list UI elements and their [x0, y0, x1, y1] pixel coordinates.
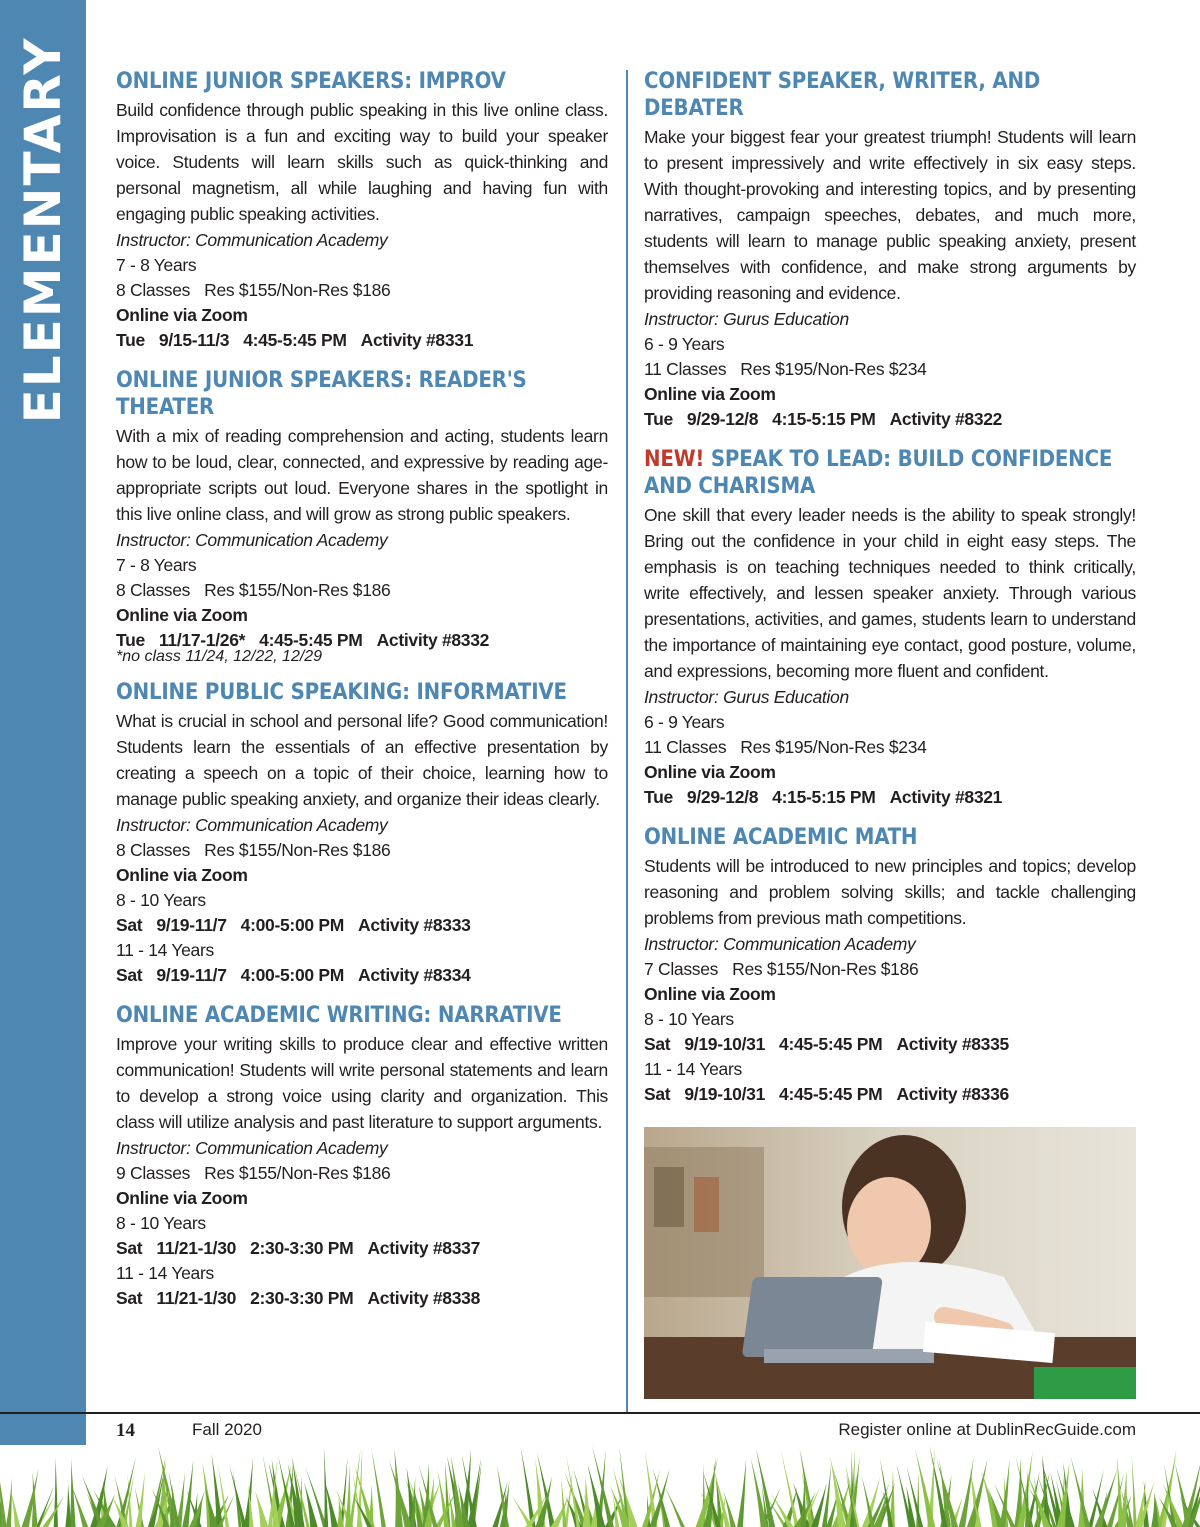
column-divider [626, 70, 628, 1412]
course-location: Online via Zoom [116, 1188, 248, 1208]
course-age: 6 - 9 Years [644, 712, 725, 732]
course-classes-price [116, 578, 608, 603]
activity-number: Activity #8332 [376, 630, 490, 650]
schedule-dates: 9/29-12/8 [686, 787, 759, 807]
course-classes: 9 Classes [116, 1163, 191, 1183]
activity-number: Activity #8335 [896, 1034, 1009, 1054]
course-schedule [116, 913, 608, 938]
schedule-time: 4:45-5:45 PM [259, 630, 363, 650]
course-description: With a mix of reading comprehension and acting, students learn how to be loud, clear, connected, and expressive by reading age-appropriate scripts out loud. Everyone shares in the spotlight in this live online class, and will grow as strong public speakers. [116, 426, 608, 524]
course-classes-price [116, 278, 608, 303]
course-location: Online via Zoom [116, 865, 248, 885]
activity-number: Activity #8333 [358, 915, 471, 935]
course-location: Online via Zoom [644, 384, 776, 404]
course-readers-theater [116, 367, 608, 665]
course-location: Online via Zoom [116, 605, 248, 625]
course-classes: 8 Classes [116, 840, 191, 860]
course-description: What is crucial in school and personal life? Good communication! Students learn the essentials of an effective presentation by creating a speech on a topic of their choice, learning how to manage public speaking anxiety, and organize their ideas clearly. [116, 711, 608, 809]
schedule-dates: 9/19-11/7 [156, 915, 227, 935]
course-description: Students will be introduced to new principles and topics; develop reasoning and problem solving skills; and tackle challenging problems from previous math competitions. [644, 856, 1136, 928]
session-age: 8 - 10 Years [116, 890, 206, 910]
course-title: ONLINE PUBLIC SPEAKING: INFORMATIVE [116, 680, 567, 705]
course-schedule [116, 328, 608, 353]
course-instructor: Instructor: Communication Academy [644, 934, 916, 954]
course-age: 7 - 8 Years [116, 555, 197, 575]
course-title: ONLINE JUNIOR SPEAKERS: IMPROV [116, 69, 506, 94]
course-confident-speaker [644, 68, 1136, 432]
schedule-day: Sat [116, 915, 143, 935]
schedule-dates: 11/21-1/30 [156, 1238, 237, 1258]
course-instructor: Instructor: Gurus Education [644, 687, 849, 707]
course-title: ONLINE JUNIOR SPEAKERS: READER'S THEATER [116, 368, 527, 420]
course-schedule [644, 1082, 1136, 1107]
schedule-time: 4:00-5:00 PM [240, 915, 345, 935]
schedule-dates: 9/19-10/31 [684, 1034, 766, 1054]
course-age: 7 - 8 Years [116, 255, 197, 275]
page-number: 14 [116, 1420, 135, 1441]
course-description: Improve your writing skills to produce clear and effective written communication! Students will write personal statements and learn to develop a strong voice using clarity and organization. This class will utilize analysis and past literature to support arguments. [116, 1034, 608, 1132]
activity-number: Activity #8337 [367, 1238, 481, 1258]
course-classes: 11 Classes [644, 737, 727, 757]
footer-register-link[interactable]: Register online at DublinRecGuide.com [838, 1420, 1136, 1439]
course-title: ONLINE ACADEMIC WRITING: NARRATIVE [116, 1003, 562, 1028]
course-schedule [644, 785, 1136, 810]
activity-number: Activity #8336 [896, 1084, 1009, 1104]
schedule-time: 4:15-5:15 PM [772, 409, 876, 429]
course-classes: 8 Classes [116, 280, 191, 300]
schedule-dates: 11/21-1/30 [156, 1288, 237, 1308]
schedule-day: Sat [644, 1034, 671, 1054]
course-classes-price [116, 1161, 608, 1186]
course-location: Online via Zoom [644, 762, 776, 782]
course-classes-price [116, 838, 608, 863]
activity-number: Activity #8334 [358, 965, 471, 985]
schedule-dates: 9/15-11/3 [158, 330, 230, 350]
course-price: Res $195/Non-Res $234 [740, 359, 927, 379]
course-schedule [644, 407, 1136, 432]
schedule-dates: 9/19-11/7 [156, 965, 227, 985]
course-location: Online via Zoom [644, 984, 776, 1004]
activity-number: Activity #8322 [889, 409, 1003, 429]
course-instructor: Instructor: Communication Academy [116, 1138, 388, 1158]
course-academic-math [644, 824, 1136, 1107]
course-instructor: Instructor: Communication Academy [116, 815, 388, 835]
new-badge: NEW! [644, 447, 705, 472]
grass-border-decoration [0, 1445, 1200, 1527]
schedule-time: 4:00-5:00 PM [240, 965, 345, 985]
schedule-dates: 9/19-10/31 [684, 1084, 766, 1104]
activity-number: Activity #8338 [367, 1288, 481, 1308]
course-instructor: Instructor: Communication Academy [116, 530, 388, 550]
course-academic-writing [116, 1002, 608, 1311]
course-price: Res $195/Non-Res $234 [740, 737, 927, 757]
course-title: CONFIDENT SPEAKER, WRITER, AND DEBATER [644, 69, 1041, 121]
schedule-day: Sat [116, 1238, 143, 1258]
activity-number: Activity #8321 [889, 787, 1003, 807]
course-description: Make your biggest fear your greatest triumph! Students will learn to present impressively and write effectively in six easy steps. With thought-provoking and interesting topics, and by presenting narratives, campaign speeches, debates, and much more, students will learn to manage public speaking anxiety, present themselves with confidence, and make strong arguments by providing reasoning and evidence. [644, 127, 1136, 303]
schedule-day: Tue [116, 330, 145, 350]
course-price: Res $155/Non-Res $186 [204, 840, 391, 860]
left-column [116, 68, 608, 1325]
schedule-time: 4:45-5:45 PM [243, 330, 347, 350]
course-classes: 11 Classes [644, 359, 727, 379]
course-instructor: Instructor: Communication Academy [116, 230, 388, 250]
course-title [644, 446, 1136, 500]
session-age: 8 - 10 Years [116, 1213, 206, 1233]
course-price: Res $155/Non-Res $186 [204, 1163, 391, 1183]
course-age: 6 - 9 Years [644, 334, 725, 354]
student-laptop-photo [644, 1127, 1136, 1399]
course-classes-price [644, 735, 1136, 760]
course-speak-to-lead [644, 446, 1136, 810]
sidebar-band [0, 0, 86, 1470]
course-title-text: SPEAK TO LEAD: BUILD CONFIDENCE AND CHARISMA [644, 447, 1113, 499]
schedule-day: Tue [644, 787, 673, 807]
course-public-speaking [116, 679, 608, 988]
course-schedule [116, 963, 608, 988]
course-price: Res $155/Non-Res $186 [204, 280, 391, 300]
schedule-day: Sat [116, 1288, 143, 1308]
schedule-dates: 9/29-12/8 [686, 409, 759, 429]
session-age: 11 - 14 Years [644, 1059, 742, 1079]
course-classes-price [644, 957, 1136, 982]
course-location: Online via Zoom [116, 305, 248, 325]
course-schedule [116, 1286, 608, 1311]
course-schedule [644, 1032, 1136, 1057]
schedule-dates: 11/17-1/26* [158, 630, 246, 650]
schedule-time: 2:30-3:30 PM [250, 1288, 354, 1308]
right-column [644, 68, 1136, 1121]
session-age: 11 - 14 Years [116, 1263, 214, 1283]
schedule-time: 4:45-5:45 PM [779, 1084, 883, 1104]
course-classes: 8 Classes [116, 580, 191, 600]
schedule-time: 4:15-5:15 PM [772, 787, 876, 807]
schedule-day: Sat [116, 965, 143, 985]
schedule-day: Tue [644, 409, 673, 429]
section-title: ELEMENTARY [14, 36, 72, 424]
course-price: Res $155/Non-Res $186 [732, 959, 919, 979]
schedule-day: Tue [116, 630, 145, 650]
session-age: 8 - 10 Years [644, 1009, 734, 1029]
course-description: One skill that every leader needs is the ability to speak strongly! Bring out the confidence in your child in eight easy steps. The emphasis is on teaching techniques needed to think critically, write effectively, and lessen speaker anxiety. Through various presentations, activities, and games, students learn to understand the importance of maintaining eye contact, good posture, volume, and expressions, becoming more fluent and confident. [644, 505, 1136, 681]
schedule-time: 2:30-3:30 PM [250, 1238, 354, 1258]
course-classes-price [644, 357, 1136, 382]
course-improv [116, 68, 608, 353]
activity-number: Activity #8331 [360, 330, 474, 350]
footer-season: Fall 2020 [192, 1420, 262, 1439]
schedule-time: 4:45-5:45 PM [779, 1034, 883, 1054]
session-age: 11 - 14 Years [116, 940, 214, 960]
course-schedule [116, 1236, 608, 1261]
footer-rule [0, 1412, 1200, 1414]
course-classes: 7 Classes [644, 959, 719, 979]
course-description: Build confidence through public speaking in this live online class. Improvisation is a fun and exciting way to build your speaker voice. Students will learn skills such as quick-thinking and personal magnetism, all while laughing and having fun with engaging public speaking activities. [116, 100, 608, 224]
course-price: Res $155/Non-Res $186 [204, 580, 391, 600]
course-instructor: Instructor: Gurus Education [644, 309, 849, 329]
schedule-day: Sat [644, 1084, 671, 1104]
schedule-note: *no class 11/24, 12/22, 12/29 [116, 648, 323, 665]
course-title: ONLINE ACADEMIC MATH [644, 825, 918, 850]
